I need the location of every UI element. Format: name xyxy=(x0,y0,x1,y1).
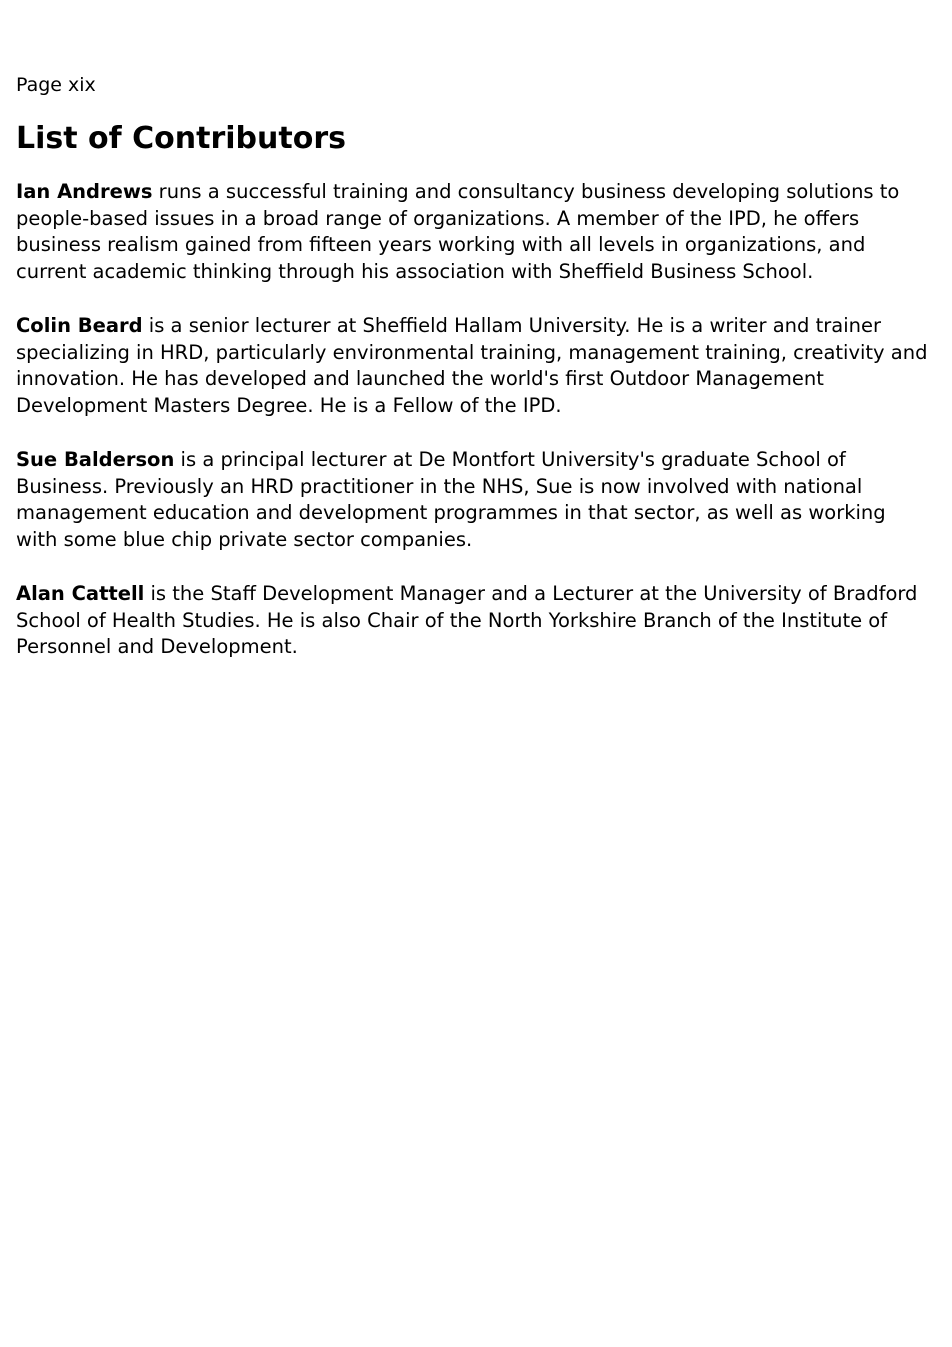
contributor-entry-balderson xyxy=(16,447,932,553)
page-number: Page xix xyxy=(16,74,96,96)
page-title: List of Contributors xyxy=(16,121,346,156)
contributor-entry-andrews xyxy=(16,179,932,285)
contributor-name: Alan Cattell xyxy=(16,582,145,605)
contributor-name: Colin Beard xyxy=(16,314,143,337)
contributor-bio: is the Staff Development Manager and a Lecturer at the University of Bradford School of Health Studies. He is also Chair of the North Yorkshire Branch of the Institute of Personnel and Development. xyxy=(16,582,918,658)
contributor-entry-beard xyxy=(16,313,932,419)
contributor-name: Sue Balderson xyxy=(16,448,175,471)
contributor-bio: is a principal lecturer at De Montfort University's graduate School of Business. Previously an HRD practitioner in the NHS, Sue is now involved with national management education and development programmes in that sector, as well as working with some blue chip private sector companies. xyxy=(16,448,886,551)
contributor-name: Ian Andrews xyxy=(16,180,153,203)
contributor-bio: runs a successful training and consultancy business developing solutions to people-based issues in a broad range of organizations. A member of the IPD, he offers business realism gained from fifteen years working with all levels in organizations, and current academic thinking through his association with Sheffield Business School. xyxy=(16,180,900,283)
contributor-list xyxy=(16,179,932,661)
contributor-entry-cattell xyxy=(16,581,932,661)
contributor-bio: is a senior lecturer at Sheffield Hallam University. He is a writer and trainer specializing in HRD, particularly environmental training, management training, creativity and innovation. He has developed and launched the world's first Outdoor Management Development Masters Degree. He is a Fellow of the IPD. xyxy=(16,314,928,417)
